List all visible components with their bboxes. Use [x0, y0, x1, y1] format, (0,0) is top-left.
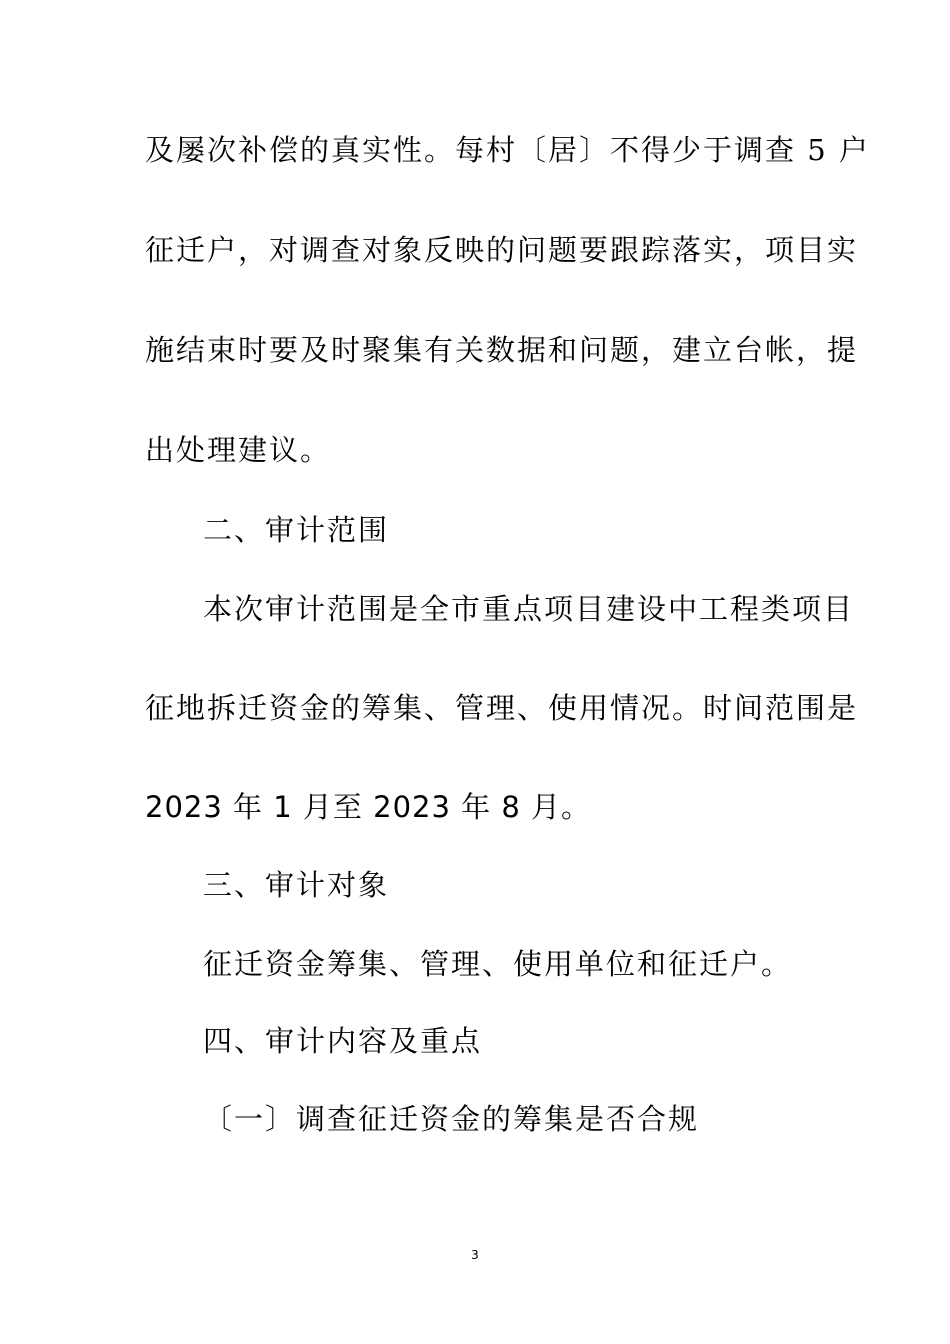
section-heading-scope: 二、审计范围 — [203, 513, 390, 547]
paragraph-line-3: 施结束时要及时聚集有关数据和问题，建立台帐，提 — [145, 333, 859, 367]
paragraph-line-2: 征迁户，对调查对象反映的问题要跟踪落实，项目实 — [145, 233, 859, 267]
paragraph-objects: 征迁资金筹集、管理、使用单位和征迁户。 — [203, 947, 793, 981]
section-heading-objects: 三、审计对象 — [203, 868, 390, 902]
paragraph-scope-line-1: 本次审计范围是全市重点项目建设中工程类项目 — [203, 592, 855, 626]
paragraph-line-1: 及屡次补偿的真实性。每村〔居〕不得少于调查 5 户 — [145, 133, 870, 167]
subsection-heading-1: 〔一〕调查征迁资金的筹集是否合规 — [203, 1102, 700, 1136]
paragraph-scope-line-2: 征地拆迁资金的筹集、管理、使用情况。时间范围是 — [145, 691, 859, 725]
section-heading-content: 四、审计内容及重点 — [203, 1024, 483, 1058]
page-number: 3 — [471, 1248, 479, 1262]
paragraph-scope-line-3: 2023 年 1 月至 2023 年 8 月。 — [145, 790, 592, 824]
paragraph-line-4: 出处理建议。 — [145, 433, 332, 467]
